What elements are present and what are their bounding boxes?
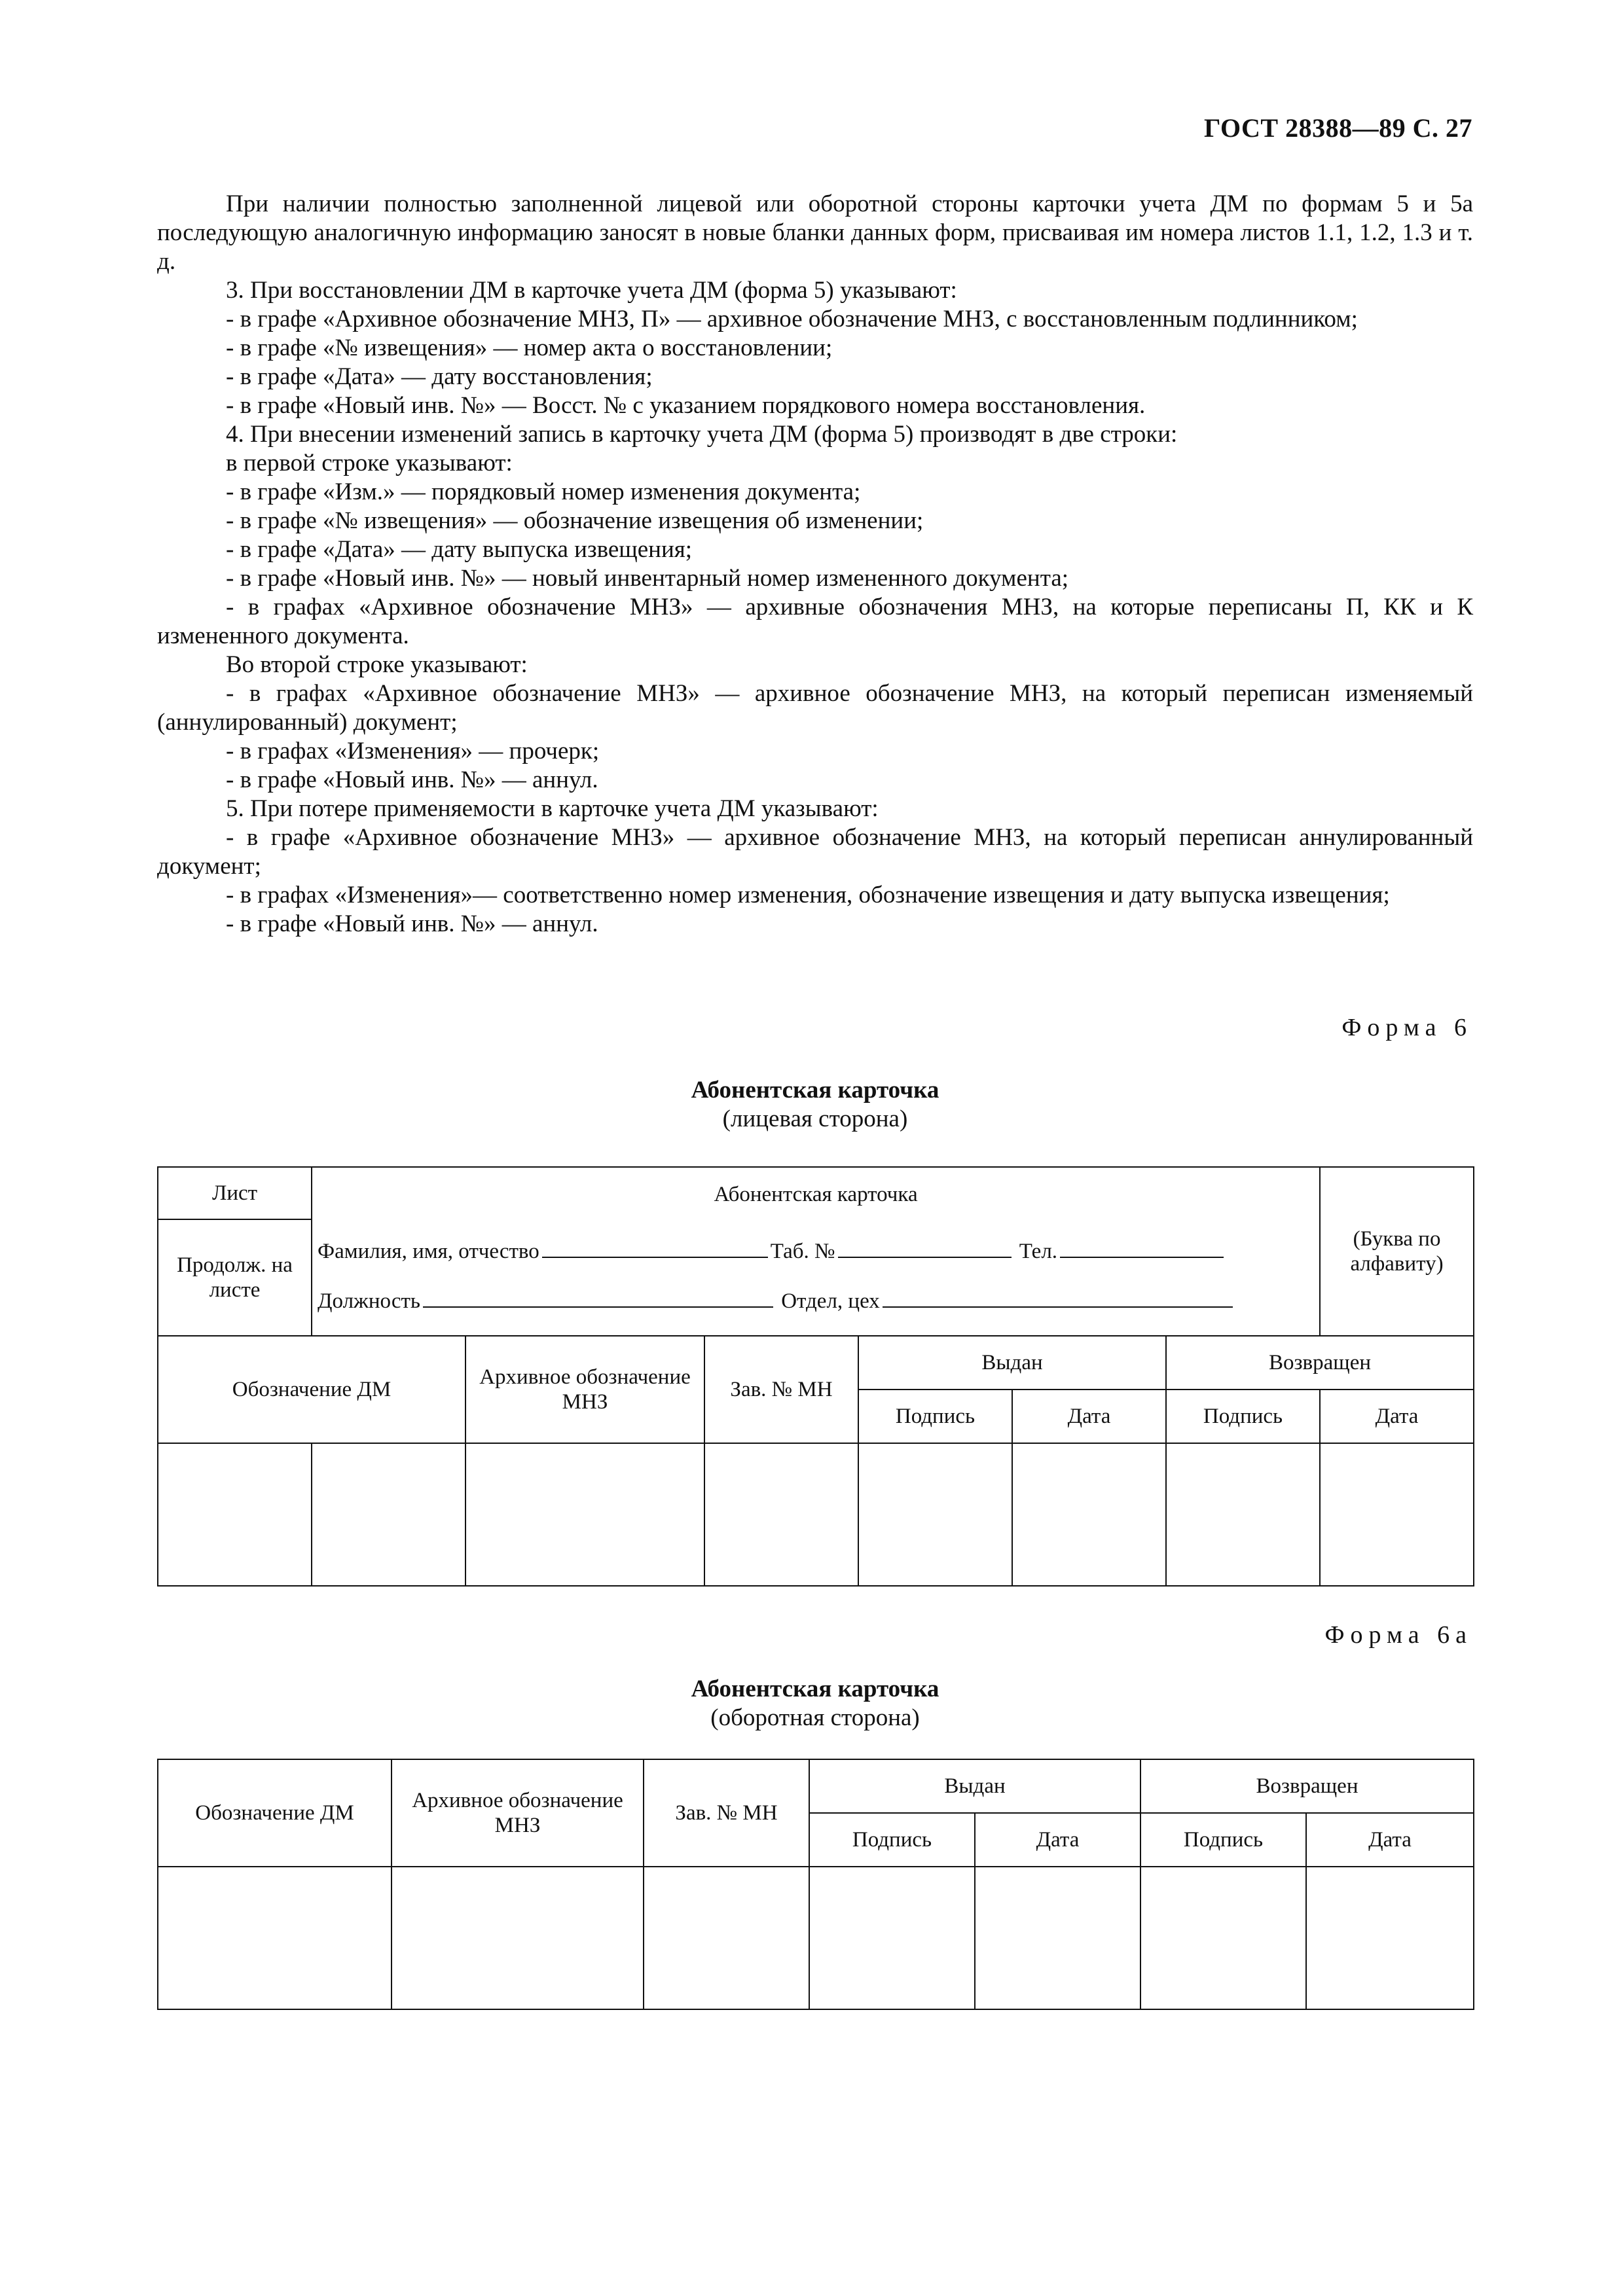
form-6a-title <box>157 1675 1473 1732</box>
list-item: - в графе «Архивное обозначение МНЗ» — архивное обозначение МНЗ, на который переписан аннулированный документ; <box>157 824 1473 880</box>
table-cell[interactable] <box>312 1443 465 1586</box>
table-row <box>158 1867 1474 2009</box>
table-cell[interactable] <box>975 1867 1140 2009</box>
continued-cell: Продолж. на листе <box>158 1219 312 1336</box>
issued-sign-header: Подпись <box>858 1390 1012 1443</box>
col-returned-header: Возвращен <box>1140 1759 1474 1813</box>
list-item: - в графе «Новый инв. №» — Восст. № с указанием порядкового номера восстановления. <box>226 392 1146 419</box>
table-cell[interactable] <box>1012 1443 1166 1586</box>
paragraph: 4. При внесении изменений запись в карточку учета ДМ (форма 5) производят в две строки: <box>226 421 1178 448</box>
paragraph: 3. При восстановлении ДМ в карточке учета ДМ (форма 5) указывают: <box>226 277 957 304</box>
card-label: Абонентская карточка <box>714 1183 918 1206</box>
dept-field[interactable] <box>883 1287 1233 1308</box>
paragraph: Во второй строке указывают: <box>226 651 528 678</box>
returned-sign-header: Подпись <box>1166 1390 1320 1443</box>
subscriber-fields <box>312 1167 1320 1336</box>
paragraph: 5. При потере применяемости в карточке учета ДМ указывают: <box>226 795 879 822</box>
fio-row <box>318 1237 1226 1264</box>
table-cell[interactable] <box>158 1867 392 2009</box>
returned-date-header: Дата <box>1306 1813 1474 1867</box>
list-item: - в графах «Архивное обозначение МНЗ» — архивные обозначения МНЗ, на которые переписаны П, КК и К измененного документа. <box>157 594 1473 649</box>
issued-date-header: Дата <box>975 1813 1140 1867</box>
list-item: - в графе «Дата» — дату восстановления; <box>226 363 653 390</box>
table-cell[interactable] <box>809 1867 975 2009</box>
form-6-subtitle: (лицевая сторона) <box>722 1105 908 1132</box>
tel-field[interactable] <box>1060 1237 1224 1258</box>
table-row <box>158 1443 1474 1586</box>
form-6-table <box>157 1166 1474 1587</box>
table-cell[interactable] <box>465 1443 704 1586</box>
fio-label: Фамилия, имя, отчество <box>318 1240 539 1263</box>
table-cell[interactable] <box>1320 1443 1474 1586</box>
table-cell[interactable] <box>644 1867 809 2009</box>
position-row <box>318 1287 1235 1314</box>
col-archive-header: Архивное обозначение МНЗ <box>392 1759 644 1867</box>
col-zav-header: Зав. № МН <box>704 1336 858 1443</box>
paragraph: в первой строке указывают: <box>226 450 513 476</box>
table-cell[interactable] <box>1306 1867 1474 2009</box>
form-6-title <box>157 1076 1473 1134</box>
table-cell[interactable] <box>158 1443 312 1586</box>
body-text <box>157 190 1473 939</box>
fio-field[interactable] <box>542 1237 768 1258</box>
form-6a-table <box>157 1759 1474 2010</box>
list-item: - в графе «№ извещения» — номер акта о восстановлении; <box>226 334 833 361</box>
form-6a-label: Форма 6а <box>1324 1621 1472 1649</box>
tab-field[interactable] <box>838 1237 1012 1258</box>
letter-cell: (Буква по алфавиту) <box>1320 1167 1474 1336</box>
table-cell[interactable] <box>1166 1443 1320 1586</box>
col-returned-header: Возвращен <box>1166 1336 1474 1390</box>
col-zav-header: Зав. № МН <box>644 1759 809 1867</box>
list-item: - в графе «Новый инв. №» — аннул. <box>226 766 598 793</box>
form-6-label: Форма 6 <box>1341 1014 1472 1041</box>
col-archive-header: Архивное обозначение МНЗ <box>465 1336 704 1443</box>
issued-sign-header: Подпись <box>809 1813 975 1867</box>
list-item: - в графе «Архивное обозначение МНЗ, П» — архивное обозначение МНЗ, с восстановленным подлинником; <box>226 306 1358 332</box>
col-dm-header: Обозначение ДМ <box>158 1759 392 1867</box>
list-cell: Лист <box>158 1167 312 1219</box>
table-cell[interactable] <box>858 1443 1012 1586</box>
returned-date-header: Дата <box>1320 1390 1474 1443</box>
list-item: - в графе «Новый инв. №» — аннул. <box>226 910 598 937</box>
col-issued-header: Выдан <box>809 1759 1140 1813</box>
col-dm-header: Обозначение ДМ <box>158 1336 465 1443</box>
position-field[interactable] <box>423 1287 773 1308</box>
tel-label: Тел. <box>1019 1240 1058 1263</box>
page-header: ГОСТ 28388—89 С. 27 <box>1203 113 1472 143</box>
returned-sign-header: Подпись <box>1140 1813 1306 1867</box>
dept-label: Отдел, цех <box>781 1289 880 1313</box>
list-item: - в графе «Новый инв. №» — новый инвентарный номер измененного документа; <box>226 565 1069 592</box>
tab-label: Таб. № <box>770 1240 835 1263</box>
issued-date-header: Дата <box>1012 1390 1166 1443</box>
list-item: - в графе «№ извещения» — обозначение извещения об изменении; <box>226 507 924 534</box>
position-label: Должность <box>318 1289 420 1313</box>
form-6-title-text: Абонентская карточка <box>691 1077 939 1103</box>
table-cell[interactable] <box>392 1867 644 2009</box>
paragraph: При наличии полностью заполненной лицевой или оборотной стороны карточки учета ДМ по формам 5 и 5а последующую аналогичную информацию заносят в новые бланки данных форм, присваивая им номера листов 1.1, 1.2, 1.3 и т. д. <box>157 190 1473 275</box>
list-item: - в графе «Дата» — дату выпуска извещения; <box>226 536 693 563</box>
table-cell[interactable] <box>1140 1867 1306 2009</box>
list-item: - в графах «Изменения»— соответственно номер изменения, обозначение извещения и дату выпуска извещения; <box>226 882 1390 908</box>
list-item: - в графах «Изменения» — прочерк; <box>226 738 600 764</box>
col-issued-header: Выдан <box>858 1336 1166 1390</box>
form-6a-subtitle: (оборотная сторона) <box>710 1704 920 1731</box>
list-item: - в графах «Архивное обозначение МНЗ» — архивное обозначение МНЗ, на который переписан изменяемый (аннулированный) документ; <box>157 680 1473 736</box>
table-cell[interactable] <box>704 1443 858 1586</box>
list-item: - в графе «Изм.» — порядковый номер изменения документа; <box>226 478 861 505</box>
form-6a-title-text: Абонентская карточка <box>691 1676 939 1702</box>
